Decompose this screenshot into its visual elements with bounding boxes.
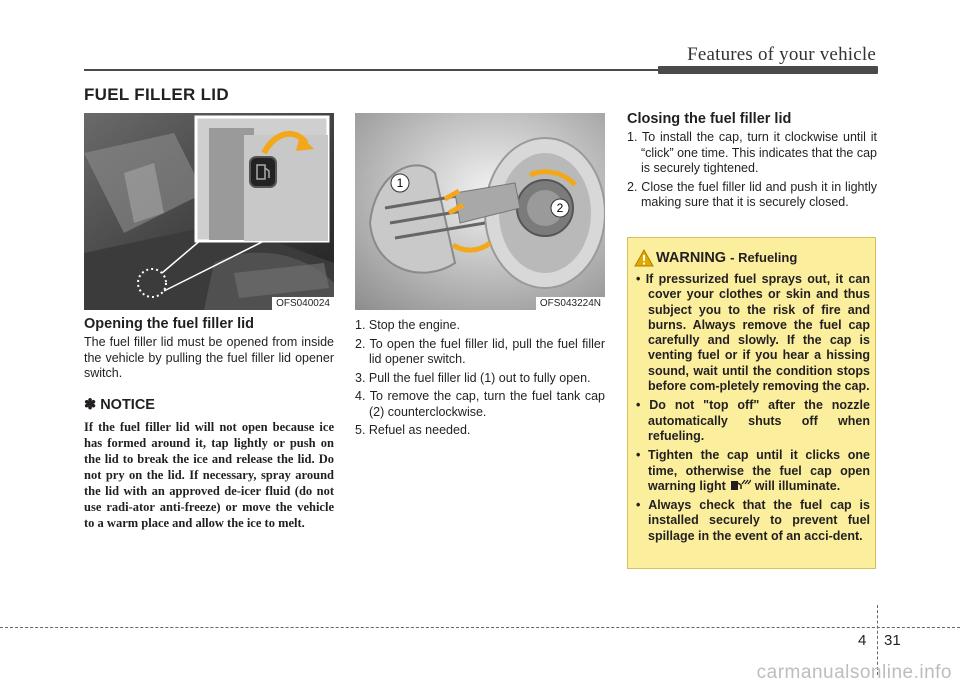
photo-opener-switch: [84, 113, 334, 310]
fuel-cap-warning-icon: [729, 479, 751, 491]
warning-text: Tighten the cap until it clicks one time, otherwise the fuel cap open warning light: [648, 448, 870, 493]
closing-steps: [627, 130, 877, 214]
warning-text: Do not "top off" after the nozzle automatically shuts off when refueling.: [648, 398, 870, 443]
section-title: FUEL FILLER LID: [84, 85, 229, 104]
warning-list: [636, 272, 870, 548]
warning-text: Always check that the fuel cap is installed securely to prevent fuel spillage in the event of an acci-dent.: [648, 498, 870, 543]
footer-rule: [0, 627, 960, 628]
step-item: 2. To open the fuel filler lid, pull the fuel filler lid opener switch.: [355, 336, 605, 366]
notice-heading: [84, 397, 155, 413]
notice-body: If the fuel filler lid will not open because ice has formed around it, tap lightly or push on the lid to break the ice and release the lid. Do not pry on the lid. If necessary, spray around the lid with an approved de-icer fluid (do not use radi-ator anti-freeze) or move the vehicle to a warm place and allow the ice to melt.: [84, 420, 334, 530]
closing-heading: Closing the fuel filler lid: [627, 111, 792, 127]
photo-code: OFS043224N: [536, 297, 605, 310]
step-item: 1. Stop the engine.: [355, 318, 460, 332]
opening-steps: [355, 318, 605, 442]
warning-triangle-icon: [634, 249, 654, 267]
page-number: 31: [884, 632, 901, 649]
bullet: •: [636, 498, 641, 513]
warning-text: If pressurized fuel sprays out, it can cover your clothes or skin and thus subject you to the risk of fire and burns. Always remove the fuel cap carefully and slowly. If the cap is venting fuel or if you hear a hissing sound, wait until the condition stops before com-pletely removing the cap.: [645, 272, 870, 394]
bullet: •: [636, 448, 641, 463]
warning-item: [636, 398, 870, 444]
step-item: 4. To remove the cap, turn the fuel tank cap (2) counterclockwise.: [355, 389, 605, 419]
step-item: 5. Refuel as needed.: [355, 423, 471, 437]
warning-text: will illuminate.: [754, 478, 841, 493]
warning-box: [627, 237, 876, 569]
bullet: •: [636, 398, 641, 413]
notice-symbol: ✽: [84, 397, 97, 413]
step-item: 3. Pull the fuel filler lid (1) out to fully open.: [355, 370, 591, 385]
warning-item: [636, 448, 870, 494]
warning-item: [636, 498, 870, 544]
bullet: •: [636, 272, 641, 286]
opening-body: The fuel filler lid must be opened from inside the vehicle by pulling the fuel filler lid opener switch.: [84, 335, 334, 380]
warning-heading: [656, 250, 797, 266]
photo-code: OFS040024: [272, 297, 334, 310]
watermark: carmanualsonline.info: [756, 662, 952, 683]
warning-title: WARNING: [656, 250, 727, 266]
callout-2: 2: [556, 201, 564, 215]
photo-fuel-lid: [355, 113, 605, 310]
opening-heading: Opening the fuel filler lid: [84, 316, 254, 332]
notice-title: NOTICE: [100, 397, 155, 413]
chapter-number: 4: [858, 632, 867, 649]
header-title: Features of your vehicle: [687, 44, 876, 65]
warning-item: [636, 272, 870, 394]
step-item: 2. Close the fuel filler lid and push it in lightly making sure that it is securely closed.: [627, 179, 877, 209]
step-item: 1. To install the cap, turn it clockwise until it “click” one time. This indicates that the cap is securely tightened.: [627, 130, 877, 175]
warning-subtitle: - Refueling: [730, 250, 798, 265]
callout-1: 1: [396, 176, 404, 190]
header-rule-accent: [658, 66, 878, 74]
